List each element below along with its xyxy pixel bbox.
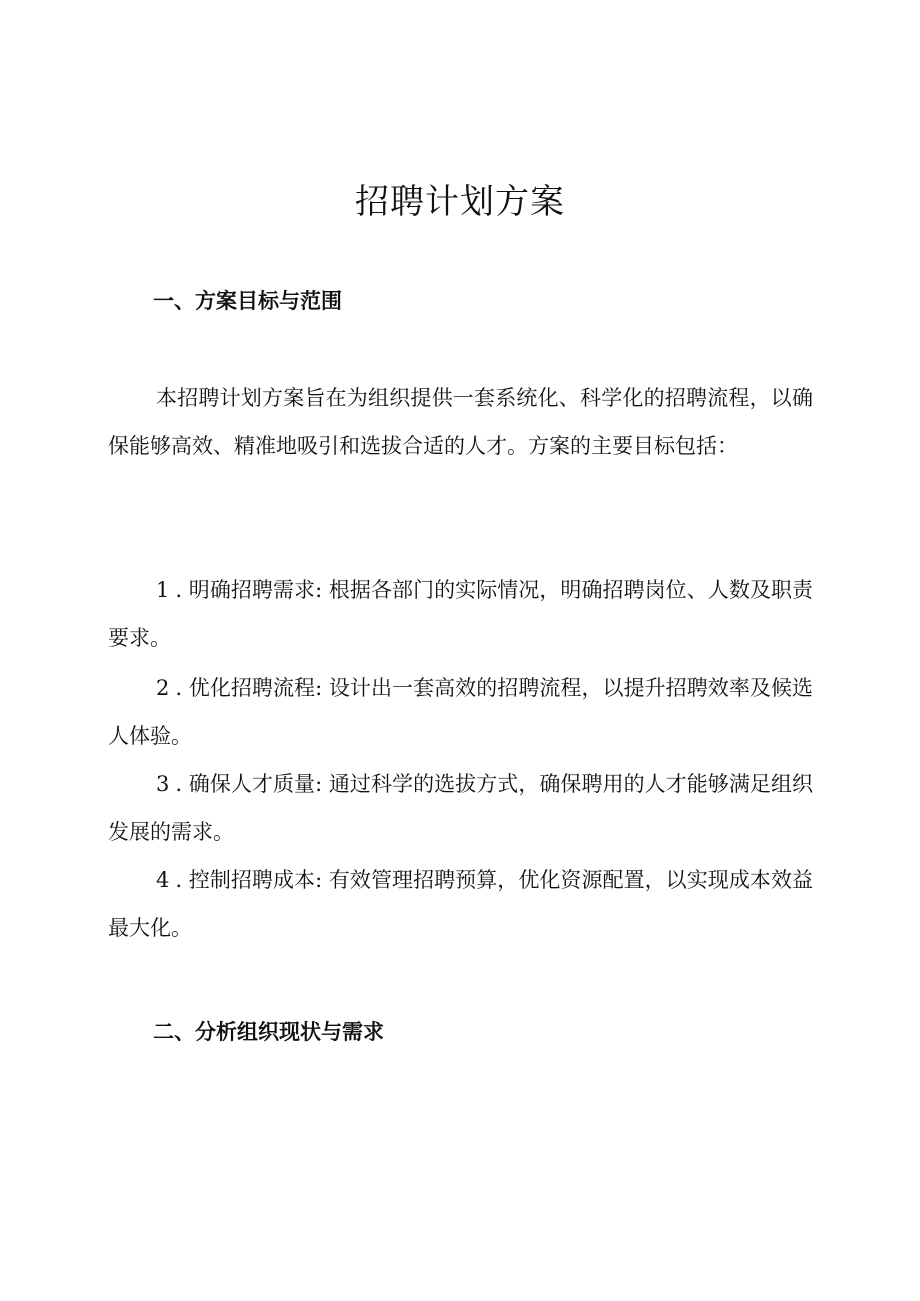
goal-item-3 [108, 760, 813, 856]
document-title: 招聘计划方案 [355, 182, 565, 222]
goal-item-text: . 控制招聘成本: 有效管理招聘预算，优化资源配置，以实现成本效益最大化。 [108, 868, 813, 940]
goal-item-number: 2 [156, 676, 170, 700]
goal-item-number: 1 [156, 578, 170, 602]
goal-item-number: 4 [156, 868, 170, 892]
goal-item-text: . 优化招聘流程: 设计出一套高效的招聘流程，以提升招聘效率及候选人体验。 [108, 676, 813, 748]
goal-item-text: . 明确招聘需求: 根据各部门的实际情况，明确招聘岗位、人数及职责要求。 [108, 578, 813, 650]
section-heading-analysis: 二、分析组织现状与需求 [153, 1020, 384, 1044]
goal-item-text: . 确保人才质量: 通过科学的选拔方式，确保聘用的人才能够满足组织发展的需求。 [108, 772, 813, 844]
goal-item-4 [108, 856, 813, 952]
section-heading-goals: 一、方案目标与范围 [153, 289, 342, 313]
goal-item-1 [108, 566, 813, 662]
goal-item-2 [108, 664, 813, 760]
goal-item-number: 3 [156, 772, 170, 796]
intro-paragraph: 本招聘计划方案旨在为组织提供一套系统化、科学化的招聘流程，以确保能够高效、精准地吸引和选拔合适的人才。方案的主要目标包括： [108, 386, 813, 458]
